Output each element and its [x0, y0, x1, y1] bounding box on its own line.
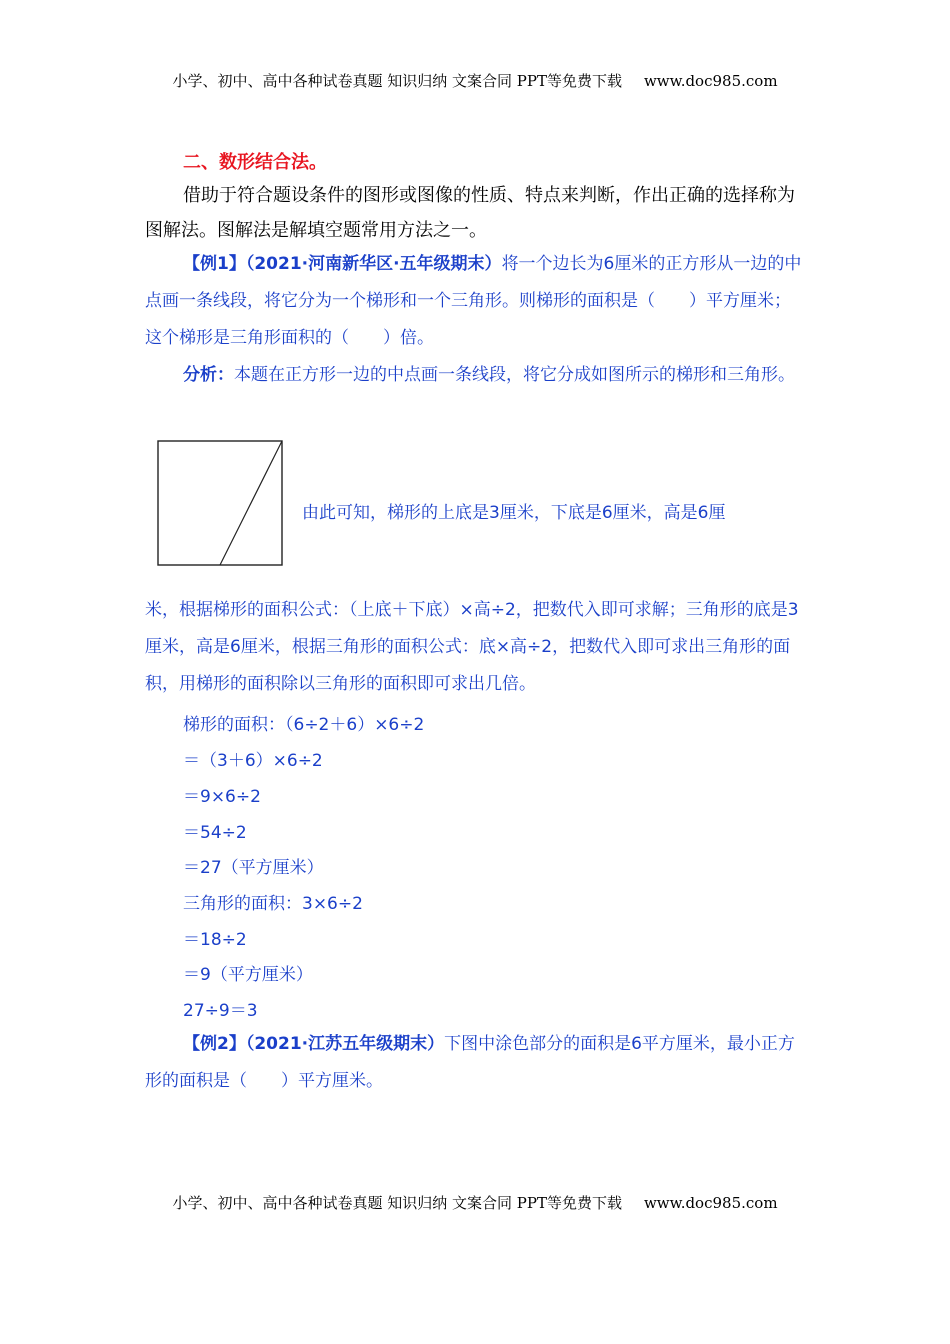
analysis-paragraph — [145, 357, 805, 394]
solution-line: 三角形的面积：3×6÷2 — [183, 894, 363, 914]
example1-question: 将一个边长为6厘米的正方形从一边的中点画一条线段，将它分为一个梯形和一个三角形。则梯形的面积是（ ）平方厘米；这个梯形是三角形面积的（ ）倍。 — [145, 254, 802, 348]
solution-line: 梯形的面积：（6÷2＋6）×6÷2 — [183, 715, 425, 735]
square-figure — [157, 440, 285, 568]
section-title: 二、数形结合法。 — [183, 152, 327, 173]
example1-paragraph — [145, 246, 805, 357]
solution-line: 27÷9＝3 — [183, 1001, 258, 1021]
example1-label: 【例1】（2021·河南新华区·五年级期末） — [183, 254, 502, 274]
solution-line: ＝9（平方厘米） — [183, 965, 313, 985]
square-outline — [158, 441, 282, 565]
solution-line: ＝（3＋6）×6÷2 — [183, 751, 323, 771]
analysis-label: 分析： — [183, 365, 234, 385]
page-footer — [0, 1192, 950, 1213]
header-url[interactable]: www.doc985.com — [643, 72, 778, 90]
analysis-text: 本题在正方形一边的中点画一条线段，将它分成如图所示的梯形和三角形。 — [234, 365, 795, 385]
solution-line: ＝54÷2 — [183, 823, 247, 843]
header-text: 小学、初中、高中各种试卷真题 知识归纳 文案合同 PPT等免费下载 — [172, 72, 622, 90]
solution-line: ＝9×6÷2 — [183, 787, 261, 807]
solution-line: ＝27（平方厘米） — [183, 858, 324, 878]
footer-text: 小学、初中、高中各种试卷真题 知识归纳 文案合同 PPT等免费下载 — [172, 1194, 622, 1212]
dividing-segment — [220, 441, 282, 565]
example2-question: 下图中涂色部分的面积是6平方厘米，最小正方形的面积是（ ）平方厘米。 — [145, 1034, 795, 1091]
intro-paragraph: 借助于符合题设条件的图形或图像的性质、特点来判断，作出正确的选择称为图解法。图解法是解填空题常用方法之一。 — [145, 185, 795, 241]
continuation-paragraph: 米，根据梯形的面积公式：（上底＋下底）×高÷2，把数代入即可求解；三角形的底是3厘米，高是6厘米，根据三角形的面积公式：底×高÷2，把数代入即可求出三角形的面积，用梯形的面积除以三角形的面积即可求出几倍。 — [145, 600, 799, 694]
figure-side-text: 由此可知，梯形的上底是3厘米，下底是6厘米，高是6厘 — [302, 503, 726, 523]
page-header — [0, 70, 950, 91]
solution-line: ＝18÷2 — [183, 930, 247, 950]
footer-url[interactable]: www.doc985.com — [643, 1194, 778, 1212]
example2-paragraph — [145, 1026, 805, 1100]
example2-label: 【例2】（2021·江苏五年级期末） — [183, 1034, 445, 1054]
